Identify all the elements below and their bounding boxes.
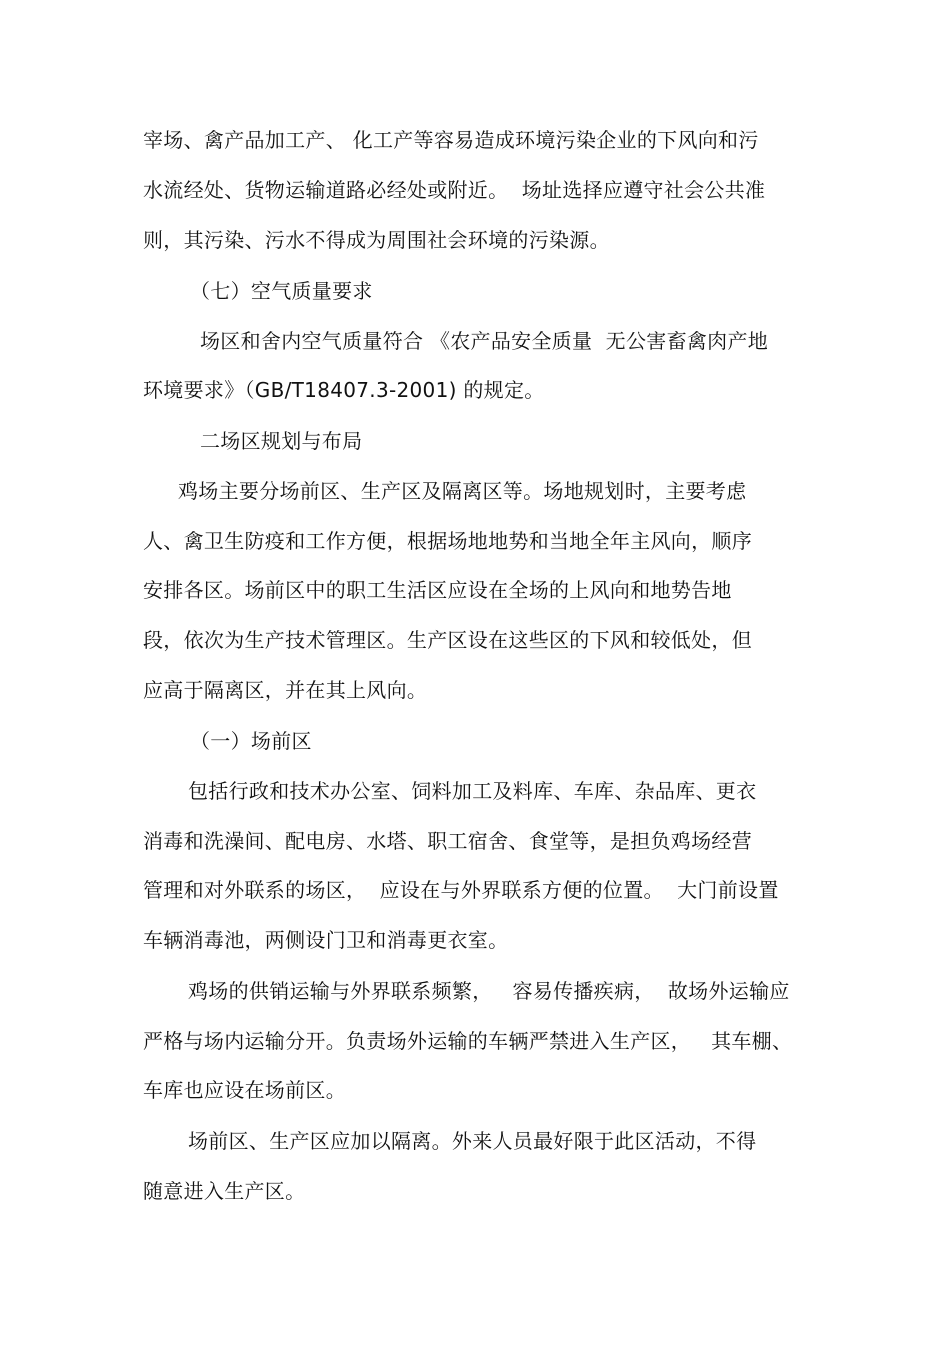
text-line: 消毒和洗澡间、配电房、水塔、职工宿舍、食堂等，是担负鸡场经营	[143, 829, 752, 853]
text-line: 管理和对外联系的场区， 应设在与外界联系方便的位置。 大门前设置	[143, 878, 779, 902]
text-line: 车库也应设在场前区。	[143, 1078, 346, 1102]
text-line: 水流经处、货物运输道路必经处或附近。 场址选择应遵守社会公共准	[143, 178, 766, 202]
text-line: 严格与场内运输分开。负责场外运输的车辆严禁进入生产区， 其车棚、	[143, 1029, 793, 1053]
text-line: 随意进入生产区。	[143, 1179, 306, 1203]
section-heading: （七）空气质量要求	[190, 279, 373, 303]
text-line: 场前区、生产区应加以隔离。外来人员最好限于此区活动，不得	[188, 1129, 757, 1153]
text-line: 场区和舍内空气质量符合 《农产品安全质量 无公害畜禽肉产地	[200, 329, 769, 353]
text-line: 环境要求》（GB/T18407.3-2001) 的规定。	[143, 378, 545, 402]
text-line: 段，依次为生产技术管理区。生产区设在这些区的下风和较低处，但	[143, 628, 752, 652]
text-line: 应高于隔离区，并在其上风向。	[143, 678, 428, 702]
text-line: 宰场、禽产品加工产、 化工产等容易造成环境污染企业的下风向和污	[143, 128, 759, 152]
section-heading: 二场区规划与布局	[200, 429, 363, 453]
text-line: 鸡场的供销运输与外界联系频繁， 容易传播疾病， 故场外运输应	[188, 979, 790, 1003]
text-line: 车辆消毒池，两侧设门卫和消毒更衣室。	[143, 928, 509, 952]
text-line: 人、禽卫生防疫和工作方便，根据场地地势和当地全年主风向，顺序	[143, 529, 752, 553]
text-line: 则，其污染、污水不得成为周围社会环境的污染源。	[143, 228, 610, 252]
text-line: 包括行政和技术办公室、饲料加工及料库、车库、杂品库、更衣	[188, 779, 757, 803]
section-heading: （一）场前区	[190, 729, 312, 753]
text-line: 安排各区。场前区中的职工生活区应设在全场的上风向和地势告地	[143, 578, 732, 602]
text-line: 鸡场主要分场前区、生产区及隔离区等。场地规划时，主要考虑	[178, 479, 747, 503]
